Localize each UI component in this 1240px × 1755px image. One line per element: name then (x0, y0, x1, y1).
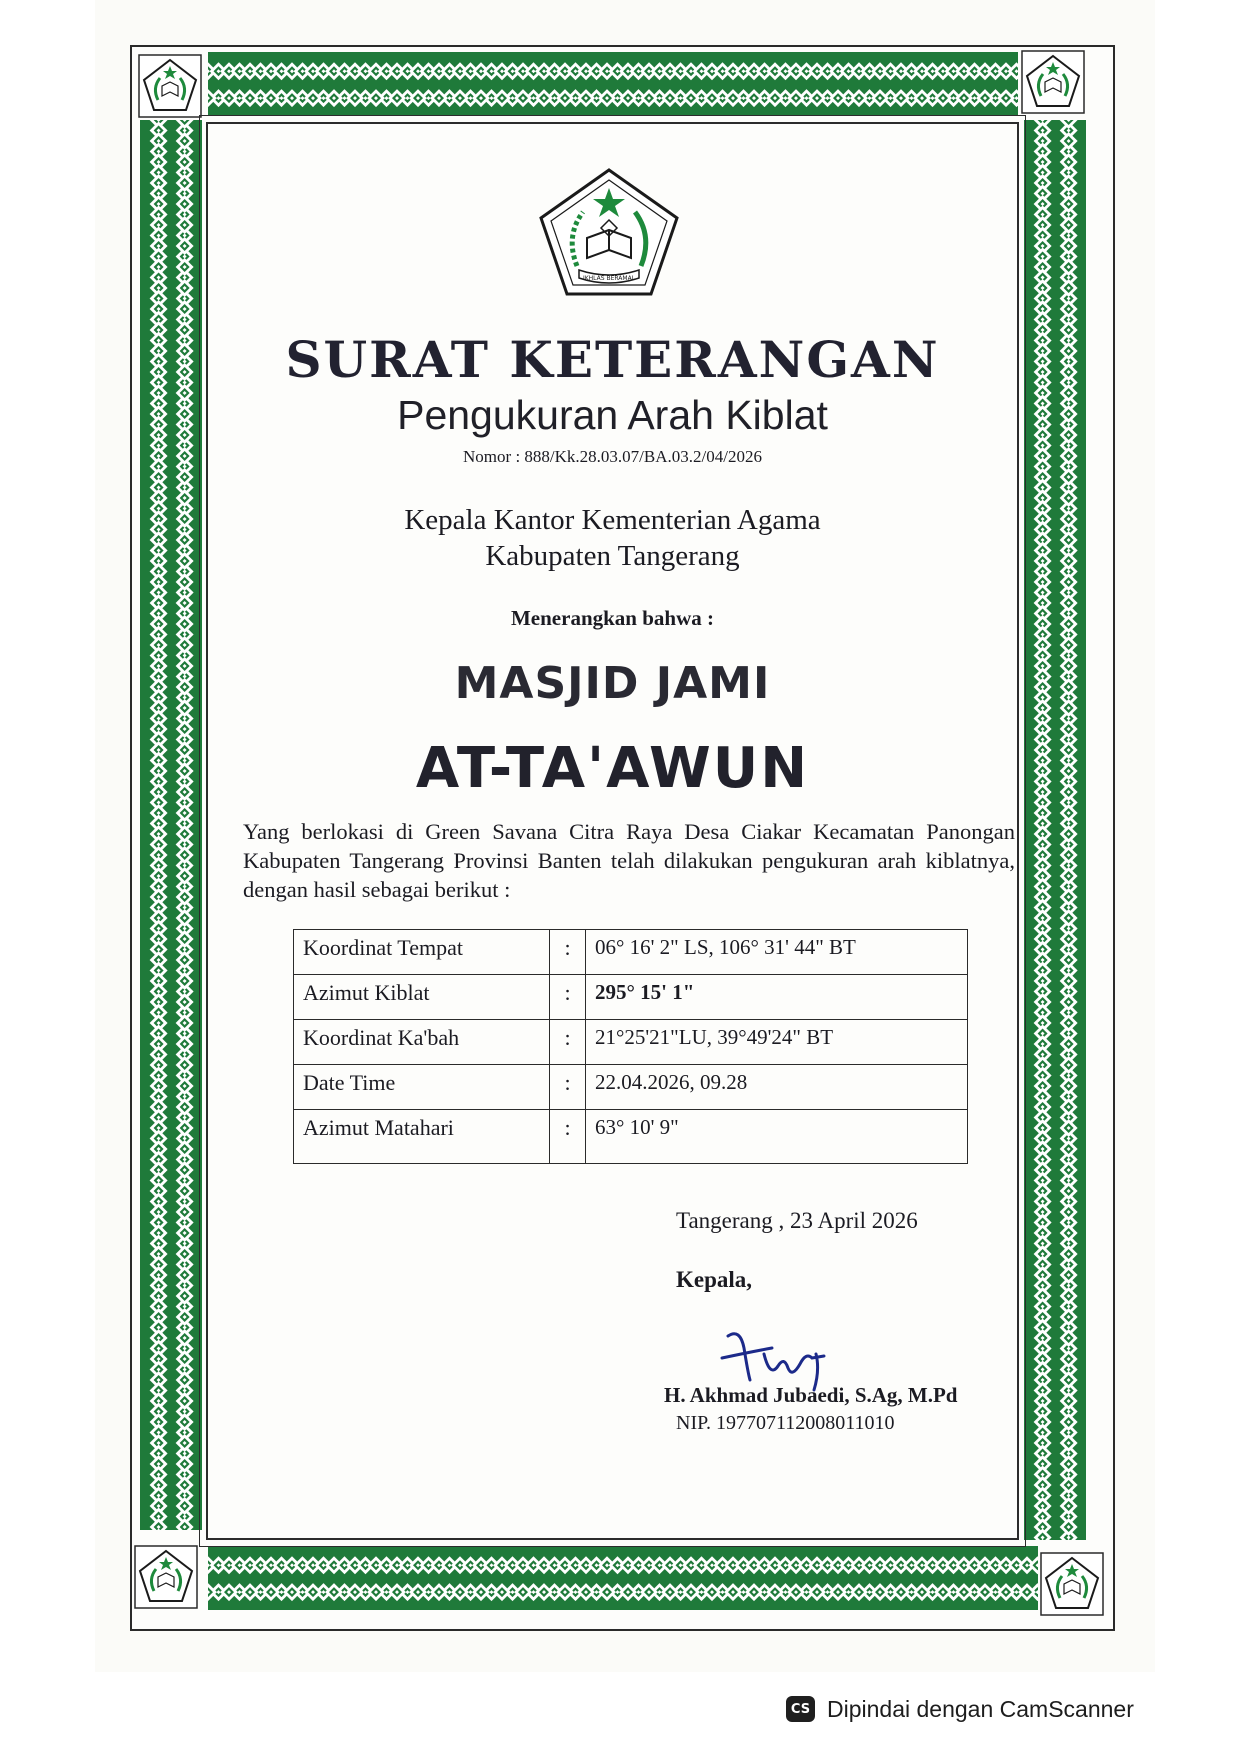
row-label: Koordinat Tempat (294, 930, 550, 975)
row-separator: : (550, 975, 586, 1020)
row-separator: : (550, 930, 586, 975)
measurement-table (293, 929, 968, 1164)
row-label: Azimut Matahari (294, 1110, 550, 1164)
row-value: 22.04.2026, 09.28 (586, 1065, 968, 1110)
place-and-date: Tangerang , 23 April 2026 (676, 1208, 918, 1233)
document-number: Nomor : 888/Kk.28.03.07/BA.03.2/04/2026 (463, 447, 762, 466)
table-row (294, 1110, 968, 1164)
corner-emblem-icon (1040, 1552, 1104, 1616)
issuer-line-2: Kabupaten Tangerang (485, 540, 740, 572)
ornament-border-right (1024, 120, 1086, 1540)
corner-emblem-icon (134, 1545, 198, 1609)
row-label: Koordinat Ka'bah (294, 1020, 550, 1065)
ornament-border-left (140, 120, 202, 1530)
camscanner-watermark (760, 1683, 1220, 1735)
signatory-title: Kepala, (676, 1267, 753, 1292)
ministry-emblem-icon (535, 166, 683, 300)
declaration-label: Menerangkan bahwa : (510, 606, 715, 630)
camscanner-logo-icon: CS (786, 1696, 815, 1722)
ornament-border-top (208, 52, 1018, 116)
camscanner-label: Dipindai dengan CamScanner (827, 1695, 1134, 1722)
mosque-name-line-2: AT-TA'AWUN (415, 736, 810, 801)
row-value: 295° 15' 1" (586, 975, 968, 1020)
document-subtitle: Pengukuran Arah Kiblat (397, 392, 828, 438)
row-value: 06° 16' 2" LS, 106° 31' 44" BT (586, 930, 968, 975)
signer-name: H. Akhmad Jubaedi, S.Ag, M.Pd (664, 1383, 958, 1407)
ornament-border-bottom (208, 1546, 1038, 1610)
corner-emblem-icon (138, 54, 202, 118)
table-row (294, 1065, 968, 1110)
row-label: Date Time (294, 1065, 550, 1110)
mosque-name-line-1: MASJID JAMI (454, 658, 771, 709)
row-value: 21°25'21"LU, 39°49'24" BT (586, 1020, 968, 1065)
issuer-line-1: Kepala Kantor Kementerian Agama (404, 504, 821, 536)
row-separator: : (550, 1065, 586, 1110)
emblem-motto: IKHLAS BERAMAL (582, 275, 636, 282)
table-row (294, 1020, 968, 1065)
signer-nip: NIP. 197707112008011010 (676, 1412, 895, 1434)
row-separator: : (550, 1110, 586, 1164)
table-row (294, 930, 968, 975)
table-row (294, 975, 968, 1020)
row-separator: : (550, 1020, 586, 1065)
corner-emblem-icon (1021, 50, 1085, 114)
document-title: SURAT KETERANGAN (285, 330, 940, 389)
row-value: 63° 10' 9" (586, 1110, 968, 1164)
row-label: Azimut Kiblat (294, 975, 550, 1020)
location-paragraph: Yang berlokasi di Green Savana Citra Raya Desa Ciakar Kecamatan Panongan Kabupaten Tangerang Provinsi Banten telah dilakukan pengukuran arah kiblatnya, dengan hasil sebagai berikut : (243, 819, 1015, 902)
